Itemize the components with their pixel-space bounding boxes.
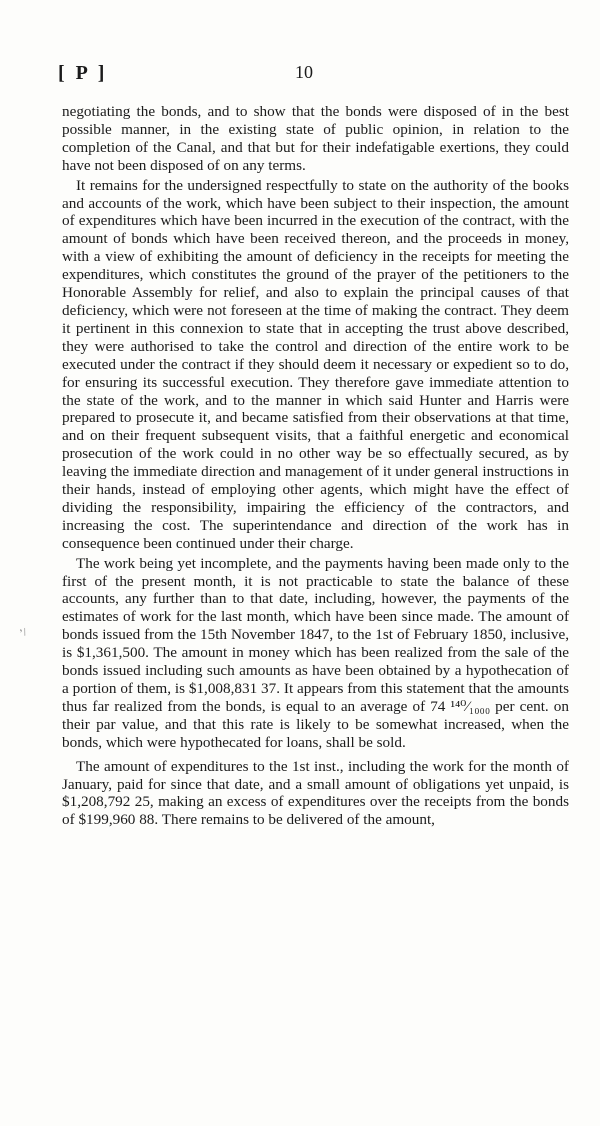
page-number: 10 [295,62,313,82]
paragraph-accounts: It remains for the undersigned respectfully to state on the authority of the books and accounts of the work, which have been subject to their inspection, the amount of expenditures which have been incurred in the execution of the contract, with the amount of bonds which have been received thereon, and the proceeds in money, with a view of exhibiting the amount of deficiency in the receipts for meeting the expenditures, which constitutes the ground of the prayer of the petitioners to the Honorable Assembly for relief, and also to explain the principal causes of that deficiency, which were not foreseen at the time of making the contract. They deem it pertinent in this connexion to state that in accepting the trust above described, they were authorised to take the control and direction of the entire work to be executed under the contract if they should deem it necessary or expedient so to do, for ensuring its successful execution. They therefore gave immediate attention to the state of the work, and to the manner in which said Hunter and Harris were prepared to prosecute it, and became satisfied from their observations at that time, and on their frequent subsequent visits, that a faithful energetic and economical prosecution of the work could in no other way be so effectually secured, as by leaving the immediate direction and management of it under general instructions in their hands, instead of employing other agents, which might have the effect of dividing the responsibility, impairing the efficiency of the contractors, and increasing the cost. The superintendance and direction of the work has in consequence been continued under their charge. [62,176,569,552]
paragraph-continuation: negotiating the bonds, and to show that the bonds were disposed of in the best possible manner, in the existing state of public opinion, in relation to the completion of the Canal, and that but for their indefatigable exertions, they could have not been disposed of on any terms. [62,103,569,174]
paragraph-bonds: The work being yet incomplete, and the payments having been made only to the first of the present month, it is not practicable to state the balance of these accounts, any further than to that date, including, however, the payments of the estimates of work for the last month, which have been since made. The amount of bonds issued from the 15th November 1847, to the 1st of February 1850, inclusive, is $1,361,500. The amount in money which has been realized from the sale of the bonds issued including such amounts as have been obtained by a hypothecation of a portion of them, is $1,008,831 37. It appears from this statement that the amounts thus far realized from the bonds, is equal to an average of 74 ¹⁴⁰⁄₁₀₀₀ per cent. on their par value, and that this rate is likely to be somewhat increased, when the bonds, which were hypothecated for loans, shall be sold. [62,554,569,751]
body-text [62,103,569,831]
paragraph-expenditures: The amount of expenditures to the 1st inst., including the work for the month of January, paid for since that date, and a small amount of obligations yet unpaid, is $1,208,792 25, making an excess of expenditures over the receipts from the bonds of $199,960 88. There remains to be delivered of the amount, [62,757,569,829]
document-mark: [ P ] [58,62,108,84]
page-header [58,62,570,92]
margin-pencil-mark: ’/ [18,626,29,640]
